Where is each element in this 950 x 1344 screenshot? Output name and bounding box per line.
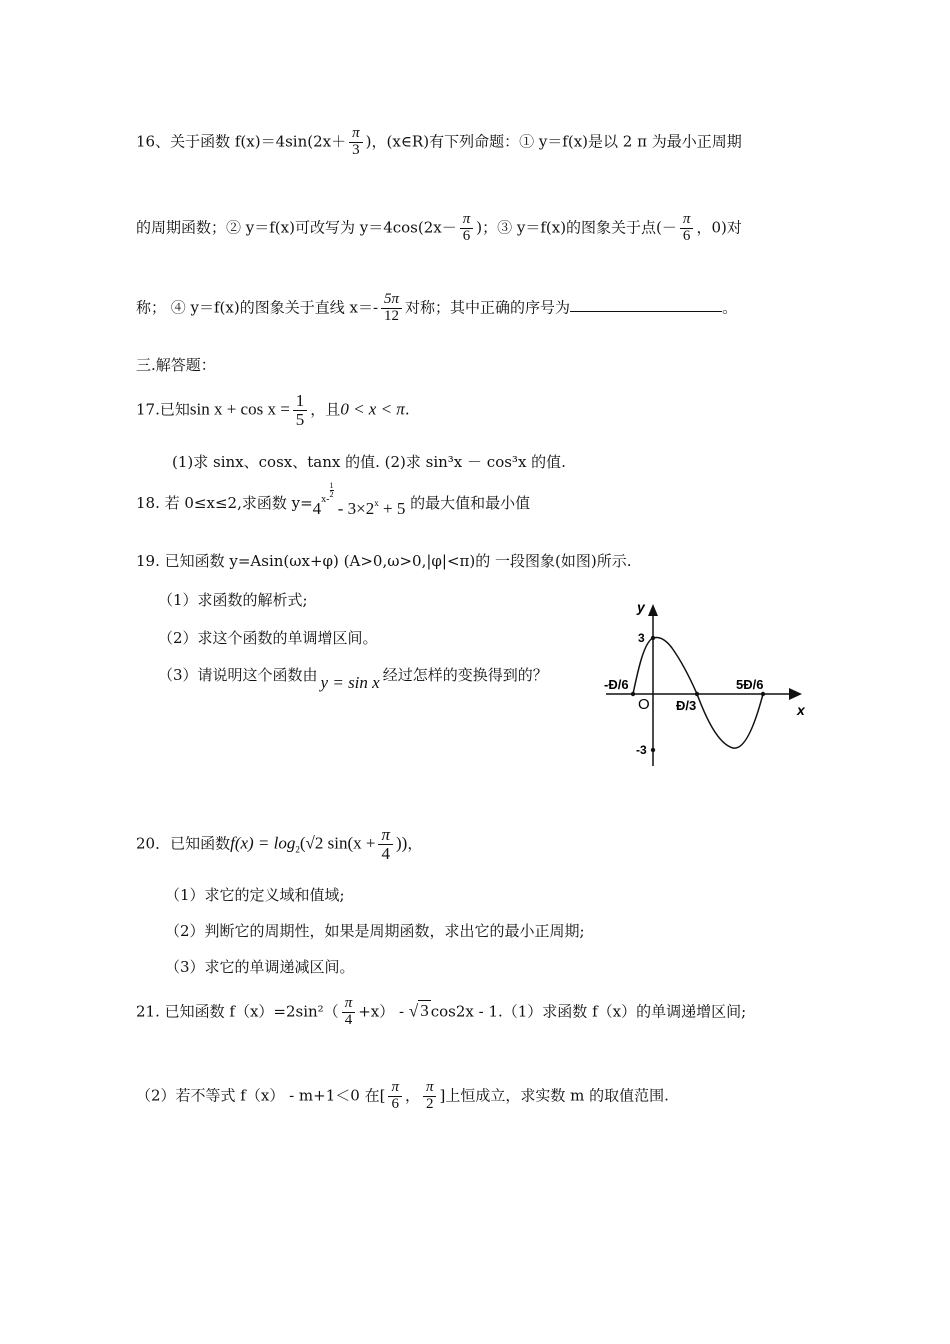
q20-text: 20．已知函数 [136, 834, 231, 853]
q17-subquestions: (1)求 sinx、cosx、tanx 的值. (2)求 sin³x － cos³x 的值. [172, 453, 566, 471]
x-axis-arrow [789, 688, 802, 700]
q16-text: )；③ y＝f(x)的图象关于点(－ [476, 218, 677, 237]
fraction-5pi-12: $\frac{5\pi}{12}$ [381, 292, 402, 325]
fraction-pi-4: $\frac{\pi}{4}$ [378, 826, 393, 863]
q19-text: 经过怎样的变换得到的？ [382, 666, 548, 684]
q18-text: 的最大值和最小值 [410, 494, 531, 512]
q18-stem [136, 481, 531, 518]
x-mid-label: Đ/3 [676, 698, 697, 713]
q20-expression: )) [396, 833, 408, 853]
q20-part-3: （3）求它的单调递减区间。 [165, 958, 355, 976]
q16-line-3 [136, 292, 737, 325]
q21-line-1 [136, 996, 746, 1029]
q16-text: ，0)对 [696, 218, 742, 237]
y-axis-arrow [648, 604, 658, 616]
fraction-pi-4: $\frac{\pi}{4}$ [342, 996, 356, 1029]
q21-text: cos2x - 1.（1）求函数 f（x）的单调递增区间; [430, 1002, 747, 1021]
min-point [651, 748, 655, 752]
fraction-pi-6: $\frac{\pi}{6}$ [388, 1080, 402, 1113]
q16-text: 称； ④ y＝f(x)的图象关于直线 x＝- [136, 298, 379, 317]
q19-stem: 19. 已知函数 y=Asin(ωx+φ) (A>0,ω>0,|φ|<π)的 一段图象(如图)所示. [136, 552, 632, 570]
q19-part-3 [158, 664, 548, 692]
q21-text: ， [404, 1086, 420, 1105]
y-min-label: -3 [636, 743, 647, 757]
q16-line-1 [136, 126, 742, 159]
q17-text: 17.已知 [136, 400, 190, 419]
q16-text: )，(x∈R)有下列命题：① y＝f(x)是以 2 π 为最小正周期 [365, 132, 742, 151]
x-axis-label: x [797, 702, 805, 718]
q21-text: +x） - [358, 1002, 405, 1021]
q17-text: . [404, 400, 410, 419]
origin-label: O [638, 696, 650, 713]
q16-text: 。 [722, 298, 738, 317]
q16-line-2 [136, 212, 742, 245]
q16-text: 对称；其中正确的序号为 [405, 298, 571, 317]
q16-text: 16、关于函数 f(x)＝4sin(2x＋ [136, 132, 347, 151]
sqrt-3: √ 3 [408, 1001, 429, 1021]
q16-text: 的周期函数；② y＝f(x)可改写为 y＝4cos(2x－ [136, 218, 457, 237]
q19-text: （3）请说明这个函数由 [158, 666, 318, 684]
q20-text: ， [407, 834, 423, 853]
section-heading: 三.解答题： [136, 356, 216, 374]
q18-text: 18. 若 0≤x≤2,求函数 y= [136, 494, 313, 512]
q21-text: 21. 已知函数 f（x）=2sin²（ [136, 1002, 339, 1021]
q20-expression: f(x) = log [230, 833, 296, 853]
zero-point [631, 692, 635, 696]
log-base: 2 [295, 844, 300, 855]
q17-condition: 0 < x < π [340, 399, 405, 419]
q18-expression: $4^{x-}$ $\frac{1}{2}$ - $3\times 2^x + 5$ [312, 481, 406, 518]
q19-part-2: （2）求这个函数的单调增区间。 [158, 629, 378, 647]
q21-text: ]上恒成立，求实数 m 的取值范围. [439, 1086, 669, 1105]
zero-point [695, 692, 699, 696]
q20-expression: (√2 sin(x + [299, 833, 376, 853]
q17-expression: sin x + cos x = [189, 399, 290, 419]
q17-text: ，且 [310, 400, 341, 419]
y-max-label: 3 [638, 631, 645, 645]
q20-part-1: （1）求它的定义域和值域; [165, 886, 345, 904]
y-axis-label: y [637, 599, 645, 615]
max-point [651, 636, 655, 640]
q21-text: （2）若不等式 f（x） - m+1＜0 在[ [136, 1086, 386, 1105]
q20-stem [136, 826, 422, 863]
fraction-pi-6: $\frac{\pi}{6}$ [460, 212, 474, 245]
zero-point [761, 692, 765, 696]
fraction-pi-6: $\frac{\pi}{6}$ [680, 212, 694, 245]
q20-part-2: （2）判断它的周期性，如果是周期函数，求出它的最小正周期; [165, 922, 585, 940]
q19-part-1: （1）求函数的解析式; [158, 591, 308, 609]
sine-graph [600, 596, 812, 771]
q21-line-2 [136, 1080, 669, 1113]
x-left-label: -Đ/6 [604, 677, 629, 692]
x-right-label: 5Đ/6 [736, 677, 764, 692]
fraction-1-5: $\frac{1}{5}$ [293, 392, 308, 429]
q17-stem [136, 392, 410, 429]
fraction-pi-3: $\frac{\pi}{3}$ [349, 126, 363, 159]
q19-expression: y = sin x [320, 673, 380, 692]
fraction-pi-2: $\frac{\pi}{2}$ [423, 1080, 437, 1113]
answer-blank[interactable] [570, 297, 722, 312]
